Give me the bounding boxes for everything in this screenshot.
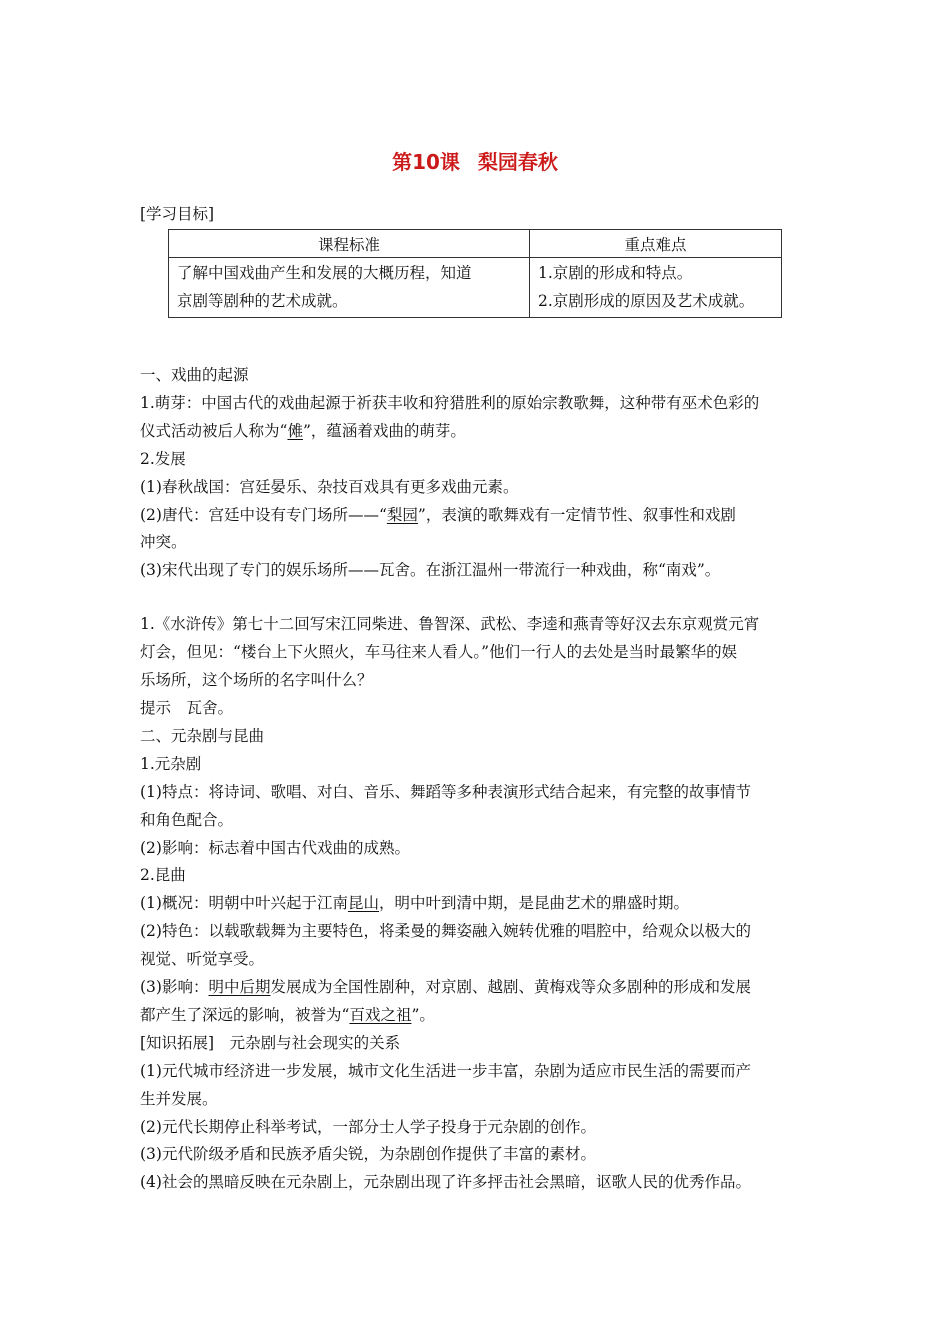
underlined-term: 昆山 <box>347 894 379 913</box>
standard-line: 了解中国戏曲产生和发展的大概历程，知道 <box>177 264 472 282</box>
question-line: 1.《水浒传》第七十二回写宋江同柴进、鲁智深、武松、李逵和燕青等好汉去东京观赏元宵 <box>140 615 760 634</box>
knowledge-extension-heading: [知识拓展] 元杂剧与社会现实的关系 <box>140 1033 401 1052</box>
paragraph-line: (3)元代阶级矛盾和民族矛盾尖锐，为杂剧创作提供了丰富的素材。 <box>140 1145 596 1164</box>
underlined-term: 百戏之祖 <box>349 1005 412 1024</box>
paragraph-line: 和角色配合。 <box>140 810 234 829</box>
paragraph-line: 都产生了深远的影响，被誉为“百戏之祖”。 <box>140 1005 435 1024</box>
learning-goals-label: [学习目标] <box>140 205 215 223</box>
lesson-number: 第10课 <box>392 150 460 174</box>
paragraph-line: (3)影响：明中后期发展成为全国性剧种，对京剧、越剧、黄梅戏等众多剧种的形成和发展 <box>140 978 751 997</box>
header-key-points: 重点难点 <box>530 230 782 258</box>
paragraph-line: 生并发展。 <box>140 1089 218 1108</box>
paragraph-line: (1)概况：明朝中叶兴起于江南昆山，明中叶到清中期，是昆曲艺术的鼎盛时期。 <box>140 894 689 913</box>
section-heading: 二、元杂剧与昆曲 <box>140 726 265 745</box>
subheading: 2.发展 <box>140 449 186 468</box>
section-heading: 一、戏曲的起源 <box>140 366 249 384</box>
subheading: 2.昆曲 <box>140 866 186 885</box>
paragraph-line: (3)宋代出现了专门的娱乐场所——瓦舍。在浙江温州一带流行一种戏曲，称“南戏”。 <box>140 561 721 580</box>
question-line: 乐场所，这个场所的名字叫什么？ <box>140 671 373 690</box>
paragraph-line: (2)特色：以载歌载舞为主要特色，将柔曼的舞姿融入婉转优雅的唱腔中，给观众以极大的 <box>140 922 751 941</box>
paragraph-line: (1)特点：将诗词、歌唱、对白、音乐、舞蹈等多种表演形式结合起来，有完整的故事情节 <box>140 782 751 801</box>
paragraph-line: 冲突。 <box>140 533 187 552</box>
underlined-term: 明中后期 <box>208 978 271 997</box>
paragraph-line: 1.萌芽：中国古代的戏曲起源于祈获丰收和狩猎胜利的原始宗教歌舞，这种带有巫术色彩的 <box>140 393 760 412</box>
paragraph-line: (4)社会的黑暗反映在元杂剧上，元杂剧出现了许多抨击社会黑暗，讴歌人民的优秀作品。 <box>140 1173 751 1192</box>
curriculum-standard-cell <box>169 258 530 318</box>
key-points-cell <box>530 258 782 318</box>
paragraph-line: (1)春秋战国：宫廷晏乐、杂技百戏具有更多戏曲元素。 <box>140 477 519 496</box>
paragraph-line: (1)元代城市经济进一步发展，城市文化生活进一步丰富，杂剧为适应市民生活的需要而产 <box>140 1061 751 1080</box>
paragraph-line: (2)元代长期停止科举考试，一部分士人学子投身于元杂剧的创作。 <box>140 1117 596 1136</box>
subheading: 1.元杂剧 <box>140 754 202 773</box>
document-body <box>140 362 812 1197</box>
hint-line: 提示 瓦舍。 <box>140 698 234 717</box>
header-curriculum-standard: 课程标准 <box>169 230 530 258</box>
table-row <box>169 258 782 318</box>
question-line: 灯会，但见：“楼台上下火照火，车马往来人看人。”他们一行人的去处是当时最繁华的娱 <box>140 643 738 662</box>
paragraph-line: (2)影响：标志着中国古代戏曲的成熟。 <box>140 838 410 857</box>
lesson-name: 梨园春秋 <box>477 150 558 174</box>
underlined-term: 梨园 <box>386 505 418 524</box>
paragraph-line: (2)唐代：宫廷中设有专门场所——“梨园”，表演的歌舞戏有一定情节性、叙事性和戏剧 <box>140 505 736 524</box>
paragraph-line: 仪式活动被后人称为“傩”，蕴涵着戏曲的萌芽。 <box>140 421 466 440</box>
key-point-line: 1.京剧的形成和特点。 <box>538 264 693 282</box>
table-header-row <box>169 230 782 258</box>
standards-table <box>168 229 782 318</box>
page-title <box>0 146 950 175</box>
key-point-line: 2.京剧形成的原因及艺术成就。 <box>538 292 755 310</box>
standard-line: 京剧等剧种的艺术成就。 <box>177 292 348 310</box>
underlined-term: 傩 <box>287 421 303 440</box>
paragraph-line: 视觉、听觉享受。 <box>140 950 265 969</box>
